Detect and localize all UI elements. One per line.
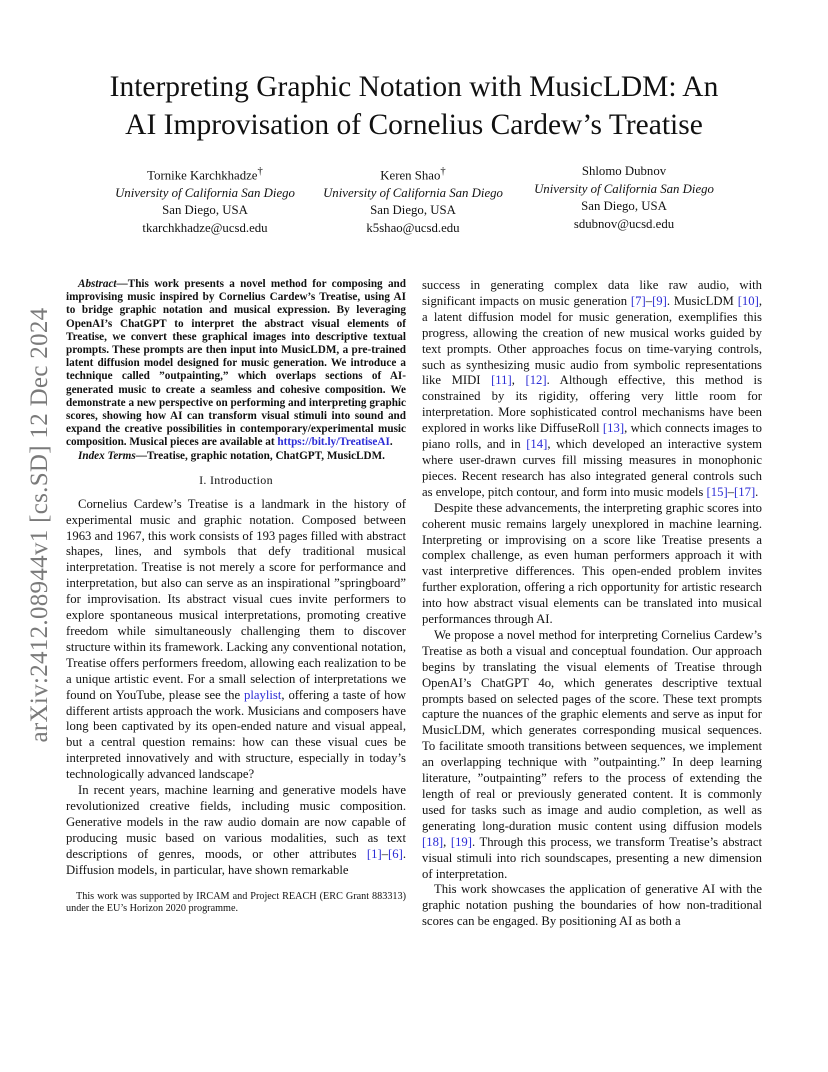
- index-terms: [66, 450, 406, 463]
- arxiv-id: arXiv:2412.08944v1 [cs.SD] 12 Dec 2024: [26, 307, 53, 743]
- abstract-label: Abstract: [78, 278, 117, 290]
- author-2: [293, 163, 533, 237]
- intro-paragraph-1: Cornelius Cardew’s Treatise is a landmark in the history of experimental music and graphic notation. Composed between 1963 and 1967, this work consists of 193 pages filled with abstract shapes, lines, and symbols that defy traditional musical interpretation. Treatise is not merely a score for performance and interpretation, but also can serve as an inspirational ”springboard” for improvisation. Its abstract visual cues invite performers to explore spontaneous musical interpretations, promoting creative freedom while simultaneously challenging them to discover structure within its framework. Lacking any conventional notation, Treatise offers performers freedom, allowing each realization to be a unique artistic event. For a small selection of interpretations we found on YouTube, please see the playlist, offering a taste of how different artists approach the work. Musicians and composers have long been captivated by its open-ended nature and visual appeal, but a central question remains: how can these visual cues be interpreted innovatively and with structure, especially in today’s technologically advanced landscape?: [66, 496, 407, 782]
- section-heading: I. Introduction: [199, 472, 273, 487]
- text-run: success in generating complex data like raw audio, with significant impacts on music generation: [422, 278, 762, 308]
- author-affiliation: University of California San Diego: [323, 185, 503, 200]
- citation-link[interactable]: [6]: [388, 846, 403, 861]
- author-email: sdubnov@ucsd.edu: [573, 216, 675, 231]
- author-location: San Diego, USA: [581, 199, 667, 213]
- author-email: k5shao@ucsd.edu: [366, 220, 460, 235]
- abstract-text: —This work presents a novel method for composing and improvising music inspired by Cornelius Cardew’s Treatise, using AI to bridge graphic notation and musical expression. By leveraging OpenAI’s ChatGPT to interpret the abstract visual elements of Treatise, we convert these graphical images into descriptive textual prompts. These prompts are then input into MusicLDM, a pre-trained latent diffusion model designed for music generation. We introduce a technique called ”outpainting,” which overlaps sections of AI-generated music to create a seamless and cohesive composition. We demonstrate a new perspective on performing and interpreting graphic scores, showing how AI can transform visual stimuli into sound and expand the creative possibilities in contemporary/experimental music composition. Musical pieces are available at: [66, 278, 406, 449]
- citation-link[interactable]: [17]: [734, 484, 756, 499]
- intro-paragraph-2: In recent years, machine learning and generative models have revolutionized creative fields, including music composition. Generative models in the raw audio domain are now capable of producing music based on various modalities, such as text descriptions of genres, moods, or other attributes [1]–[6]. Diffusion models, in particular, have shown remarkable: [66, 783, 406, 877]
- text-run: We propose a novel method for interpreting Cornelius Cardew’s Treatise as both a visual and conceptual foundation. Our approach begins by translating the visual elements of Treatise through OpenAI’s ChatGPT 4o, which generates descriptive textual prompts based on selected pages of the score. These text prompts capture the nuances of the graphic elements and serve as input for MusicLDM, which generates corresponding musical sequences. To facilitate smooth transitions between sequences, we implement an overlapping technique with ”outpainting.” In deep learning literature, ”outpainting” refers to the process of extending the length of real or previously generated content. It is commonly used for tasks such as image and audio completion, as well as generating long-duration music content using diffusion models: [422, 627, 762, 833]
- citation-link[interactable]: [13]: [602, 421, 625, 436]
- author-email: tkarchkhadze@ucsd.edu: [142, 220, 268, 235]
- text-run: , which developed an interactive system where user-drawn curves fill missing measures in monophonic pieces. Recent research has also integrated general controls such as envelope, pitch contour, and form into music models: [422, 437, 762, 499]
- author-name: Shlomo Dubnov: [581, 164, 667, 178]
- text-run: . Although effective, this method is constrained by its rigidity, offering very little room for interpretation. More sophisticated control mechanisms have been explored in works like DiffuseRoll: [422, 373, 763, 436]
- right-paragraph-4: This work showcases the application of generative AI with the graphic notation pushing the boundaries of how non-traditional scores can be engaged. By positioning AI as both a: [422, 882, 762, 929]
- citation-link[interactable]: [19]: [450, 834, 472, 849]
- author-name: Keren Shao: [380, 168, 441, 183]
- text-run: . MusicLDM: [666, 293, 738, 308]
- text-run: . Through this process, we transform Treatise’s abstract visual stimuli into rich soundscapes, presenting a new dimension of interpretation.: [422, 834, 763, 881]
- author-3: [504, 163, 744, 233]
- author-1: [85, 163, 325, 237]
- author-affiliation: University of California San Diego: [534, 181, 714, 196]
- right-column: [422, 278, 762, 930]
- text-run: , a latent diffusion model for music generation, exemplifies this progress, allowing the creation of new musical works guided by text prompts. Other approaches focus on time-varying controls, such as synthesizing music audio from symbolic representations like MIDI: [422, 293, 762, 388]
- citation-link[interactable]: [12]: [525, 373, 547, 388]
- index-terms-text: —Treatise, graphic notation, ChatGPT, MusicLDM.: [135, 449, 385, 462]
- playlist-link[interactable]: playlist: [244, 687, 282, 702]
- treatise-link[interactable]: https://bit.ly/TreatiseAI: [277, 436, 390, 449]
- author-location: San Diego, USA: [162, 203, 248, 218]
- footnote: This work was supported by IRCAM and Project REACH (ERC Grant 883313) under the EU’s Horizon 2020 programme.: [66, 890, 406, 914]
- citation-link[interactable]: [15]: [706, 484, 728, 499]
- author-location: San Diego, USA: [370, 203, 456, 218]
- author-affiliation: University of California San Diego: [115, 185, 295, 200]
- right-paragraph-3: [422, 628, 762, 883]
- right-paragraph-2: Despite these advancements, the interpreting graphic scores into coherent music remains largely unexplored in machine learning. Interpreting or improvising on a score like Treatise presents a complex challenge, as even human performers approach it with vast interpretive differences. This open-ended problem invites further exploration, offering a rich opportunity for artistic research into how abstract visual elements can be translated into musical performances through AI.: [422, 500, 762, 627]
- index-terms-label: Index Terms: [78, 449, 136, 462]
- citation-link[interactable]: [7]: [630, 293, 646, 308]
- author-mark: †: [440, 166, 446, 177]
- text-run: ,: [443, 834, 451, 849]
- text-run: –: [727, 484, 735, 499]
- text-run: ,: [511, 373, 526, 388]
- text-run: , which connects images to piano rolls, and in: [422, 421, 762, 452]
- paper-title: [60, 68, 768, 144]
- right-paragraph-1: [422, 278, 762, 501]
- title-line-2: AI Improvisation of Cornelius Cardew’s Treatise: [125, 109, 703, 141]
- citation-link[interactable]: [1]: [366, 846, 382, 861]
- author-mark: †: [257, 166, 263, 177]
- citation-link[interactable]: [11]: [491, 373, 512, 388]
- text-run: .: [755, 484, 759, 499]
- citation-link[interactable]: [14]: [526, 437, 548, 452]
- text-run: –: [645, 293, 653, 308]
- abstract: Abstract—This work presents a novel method for composing and improvising music inspired by Cornelius Cardew’s Treatise, using AI to bridge graphic notation and musical expression. By leveraging OpenAI’s ChatGPT to interpret the abstract visual elements of Treatise, we convert these graphical images into descriptive textual prompts. These prompts are then input into MusicLDM, a pre-trained latent diffusion model designed for music generation. We introduce a technique called ”outpainting,” which overlaps sections of AI-generated music to create a seamless and cohesive composition. We demonstrate a new perspective on performing and interpreting graphic scores, showing how AI can transform visual stimuli into sound and expand the creative possibilities in contemporary/experimental music composition. Musical pieces are available at https://bit.ly/TreatiseAI.: [66, 278, 406, 449]
- title-line-1: Interpreting Graphic Notation with MusicLDM: An: [109, 71, 719, 103]
- arxiv-watermark: [20, 290, 60, 760]
- left-column: [66, 278, 406, 916]
- citation-link[interactable]: [9]: [652, 293, 667, 308]
- citation-link[interactable]: [10]: [737, 293, 759, 308]
- author-name: Tornike Karchkhadze: [147, 168, 258, 183]
- citation-link[interactable]: [18]: [422, 834, 444, 849]
